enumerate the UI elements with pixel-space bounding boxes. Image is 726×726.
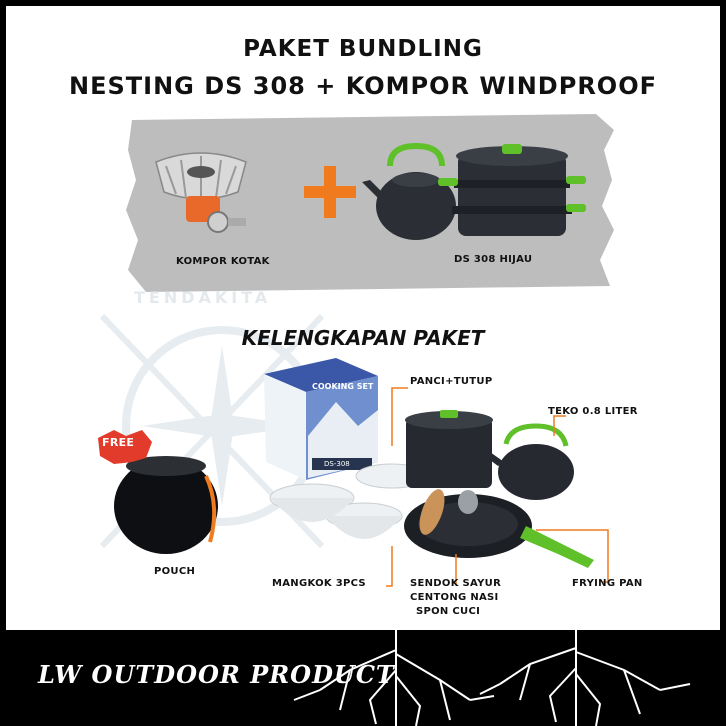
box-label: COOKING SET [312,382,374,391]
box-code: DS-308 [324,460,350,468]
tree-roots-illustration [280,630,726,726]
kettle-item [482,426,574,500]
cooking-set-box [264,358,378,480]
utensils-label-1: SENDOK SAYUR [410,578,502,589]
stove-label: KOMPOR KOTAK [176,256,270,267]
mesh-pouch [114,456,218,554]
section-title: KELENGKAPAN PAKET [241,326,485,350]
headline-line-1: PAKET BUNDLING [243,36,483,62]
pot-with-lid [405,410,493,488]
brand-footer [0,630,726,726]
utensils-label-2: CENTONG NASI [410,592,499,603]
pouch-label: POUCH [154,566,196,577]
package-contents-illustration [6,6,720,630]
brand-name: LW OUTDOOR PRODUCT [38,660,395,689]
pot-label: PANCI+TUTUP [410,376,493,387]
watermark-text: TENDAKITA [134,288,272,307]
product-panel [6,6,720,630]
kettle-label: TEKO 0.8 LITER [548,406,638,417]
nesting-label: DS 308 HIJAU [454,254,533,265]
free-badge-text: FREE [102,436,135,449]
frying-pan-label: FRYING PAN [572,578,643,589]
utensils-label-3: SPON CUCI [416,606,481,617]
bowls-label: MANGKOK 3PCS [272,578,366,589]
frying-pan [404,486,594,568]
headline-line-2: NESTING DS 308 + KOMPOR WINDPROOF [69,72,657,100]
